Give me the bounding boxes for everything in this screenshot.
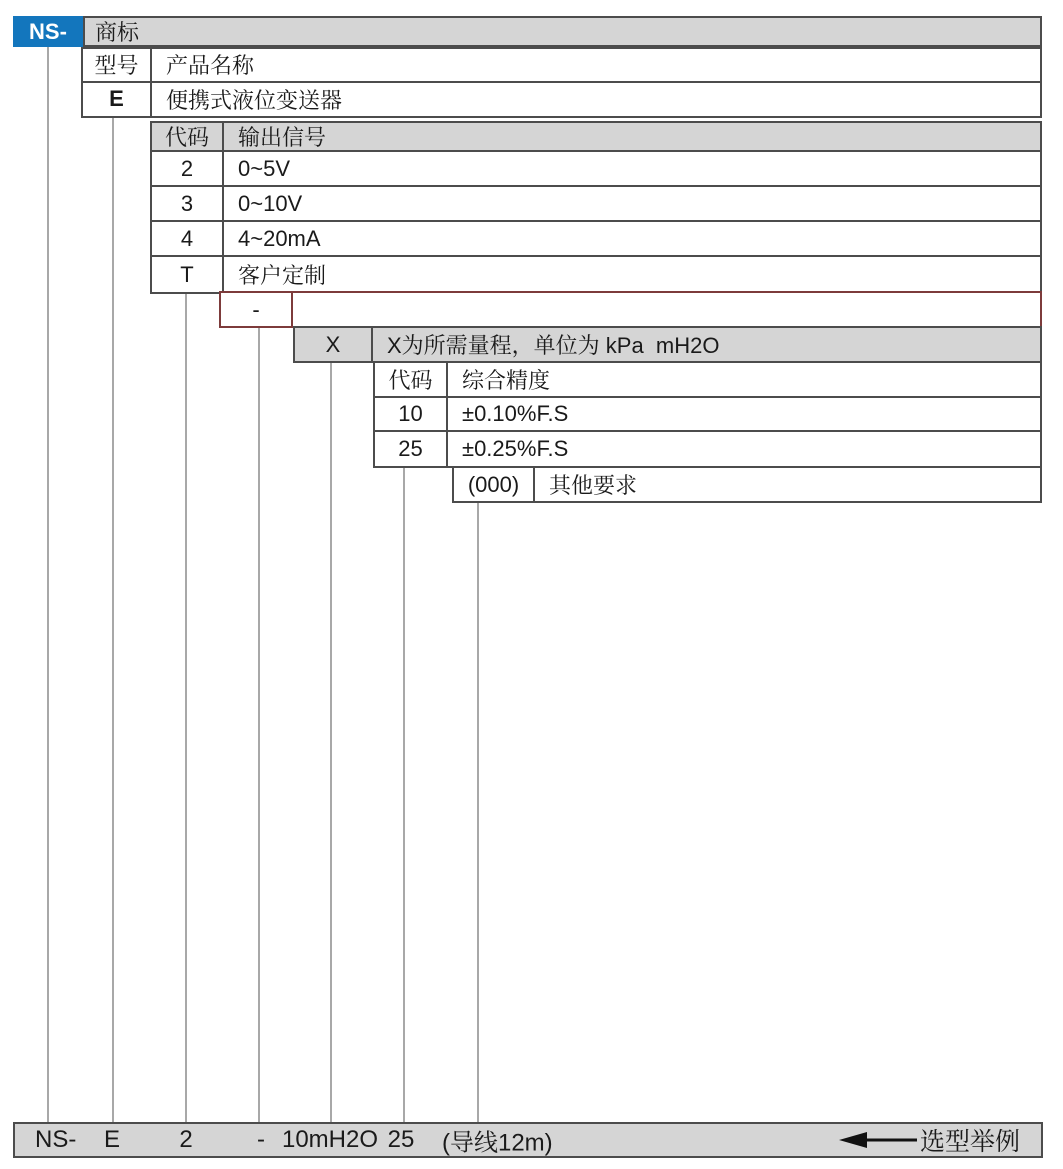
accuracy-table-header-code: 代码 xyxy=(375,363,448,398)
range-row xyxy=(293,326,1042,363)
output-code-2: 2 xyxy=(152,152,224,187)
output-code-T: T xyxy=(152,257,224,292)
other-requirements-row xyxy=(452,466,1042,503)
example-model: E xyxy=(103,1126,121,1153)
model-table-header-code: 型号 xyxy=(83,49,152,83)
dash-separator-row xyxy=(219,291,1042,328)
accuracy-desc-010: ±0.10%F.S xyxy=(448,398,1040,432)
dash-row-blank xyxy=(293,293,1040,326)
model-name: 便携式液位变送器 xyxy=(166,87,343,113)
example-note: (导线12m) xyxy=(442,1129,553,1157)
other-desc: 其他要求 xyxy=(549,473,638,498)
output-table-header-name: 输出信号 xyxy=(224,123,1040,152)
range-desc: X为所需量程，单位为 kPa mH2O xyxy=(373,328,1040,361)
model-table-header-name: 产品名称 xyxy=(152,49,1040,83)
accuracy-table-header-name: 综合精度 xyxy=(448,363,1040,398)
accuracy-code-25: 25 xyxy=(375,432,448,466)
example-label: 选型举例 xyxy=(920,1128,1021,1156)
connector-line-dash xyxy=(258,328,260,1122)
connector-line-signal xyxy=(185,294,187,1122)
example-bar xyxy=(13,1122,1043,1158)
connector-line-accuracy xyxy=(403,468,405,1122)
left-arrow-icon xyxy=(839,1132,867,1148)
output-code-4: 4 xyxy=(152,222,224,257)
output-desc-0-5v: 0~5V xyxy=(224,152,1040,187)
arrow-line xyxy=(865,1139,917,1142)
range-code-X: X xyxy=(295,328,373,361)
output-signal-table xyxy=(150,121,1042,294)
example-dash: - xyxy=(257,1126,265,1153)
example-range: 10mH2O xyxy=(281,1126,379,1153)
prefix-cell: NS- xyxy=(13,16,83,47)
dash-cell: - xyxy=(221,293,293,326)
accuracy-desc-025: ±0.25%F.S xyxy=(462,436,569,461)
trademark-cell: 商标 xyxy=(83,16,1042,47)
model-table xyxy=(81,47,1042,118)
connector-line-model xyxy=(112,116,114,1122)
model-code-E: E xyxy=(83,83,152,117)
connector-line-prefix xyxy=(47,47,49,1122)
output-desc-4-20ma: 4~20mA xyxy=(224,222,1040,257)
output-code-3: 3 xyxy=(152,187,224,222)
example-prefix: NS- xyxy=(35,1126,77,1153)
accuracy-code-10: 10 xyxy=(375,398,448,432)
example-signal: 2 xyxy=(179,1126,193,1153)
connector-line-range xyxy=(330,363,332,1122)
output-table-header-code: 代码 xyxy=(152,123,224,152)
connector-line-other xyxy=(477,503,479,1122)
example-accuracy: 25 xyxy=(387,1126,415,1153)
accuracy-table xyxy=(373,361,1042,468)
other-code-000: (000) xyxy=(454,468,535,501)
output-desc-custom: 客户定制 xyxy=(238,263,327,288)
output-desc-0-10v: 0~10V xyxy=(224,187,1040,222)
